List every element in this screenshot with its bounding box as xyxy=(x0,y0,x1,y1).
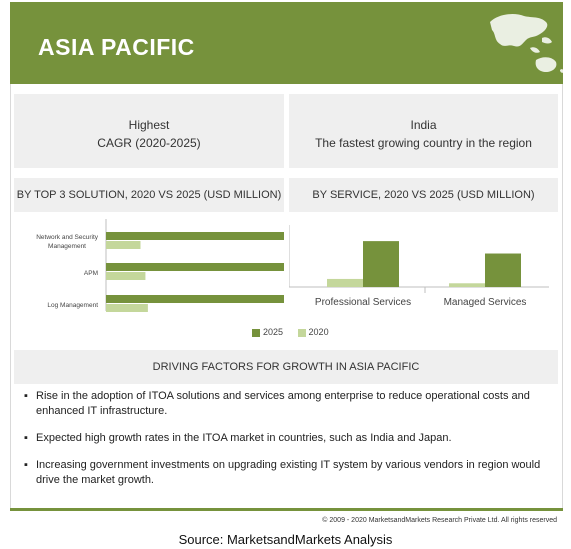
service-chart-title: BY SERVICE, 2020 VS 2025 (USD MILLION) xyxy=(289,178,558,212)
footer-rule xyxy=(10,508,563,511)
legend-item-2025 xyxy=(252,327,283,337)
driver-item xyxy=(24,389,554,419)
bullet-icon: ▪ xyxy=(24,390,28,402)
legend-item-2020 xyxy=(298,327,329,337)
highest-label: Highest xyxy=(128,118,170,132)
bar-2020 xyxy=(106,272,145,280)
category-label: Professional Services xyxy=(314,297,412,308)
bar-2020 xyxy=(106,304,148,312)
source-note: Source: MarketsandMarkets Analysis xyxy=(178,532,393,547)
copyright-notice: © 2009 - 2020 MarketsandMarkets Research Private Ltd. All rights reserved xyxy=(322,517,557,524)
category-label: Managed Services xyxy=(443,297,527,308)
fastest-growing-label: The fastest growing country in the region xyxy=(315,136,532,150)
cagr-period-label: CAGR (2020-2025) xyxy=(97,136,201,150)
legend-label-2025: 2025 xyxy=(263,327,284,337)
bar-2025 xyxy=(106,232,284,240)
highest-cagr-box xyxy=(14,94,284,168)
asia-pacific-map-icon xyxy=(480,8,568,78)
bar-2025 xyxy=(363,241,399,287)
chart-legend xyxy=(252,327,341,337)
bullet-icon: ▪ xyxy=(24,459,28,471)
legend-label-2020: 2020 xyxy=(308,327,329,337)
bar-2020 xyxy=(106,241,141,249)
country-label: India xyxy=(410,118,437,132)
category-label: APM xyxy=(83,270,98,277)
bar-2025 xyxy=(485,254,521,287)
fastest-country-box xyxy=(289,94,558,168)
driver-item xyxy=(24,431,554,446)
solution-bar-chart xyxy=(14,215,284,320)
legend-swatch-2025 xyxy=(252,329,260,337)
driver-text: Expected high growth rates in the ITOA market in countries, such as India and Japan. xyxy=(36,432,452,444)
bullet-icon: ▪ xyxy=(24,432,28,444)
page-title: ASIA PACIFIC xyxy=(38,34,195,60)
header-banner xyxy=(10,2,563,84)
bar-2025 xyxy=(106,263,284,271)
category-label: Network and Security Management xyxy=(36,234,98,250)
driver-text: Rise in the adoption of ITOA solutions and services among enterprise to reduce operational costs and enhanced IT infrastructure. xyxy=(36,390,530,417)
driving-factors-title: DRIVING FACTORS FOR GROWTH IN ASIA PACIFIC xyxy=(14,350,558,384)
bar-2025 xyxy=(106,295,284,303)
driver-item xyxy=(24,458,554,488)
bar-2020 xyxy=(327,279,363,287)
service-bar-chart xyxy=(289,215,558,320)
category-label: Log Management xyxy=(47,302,98,309)
bar-2020 xyxy=(449,283,485,287)
driver-text: Increasing government investments on upgrading existing IT system by various vendors in region would drive the market growth. xyxy=(36,459,541,486)
solution-chart-title: BY TOP 3 SOLUTION, 2020 VS 2025 (USD MILLION) xyxy=(14,178,284,212)
legend-swatch-2020 xyxy=(298,329,306,337)
